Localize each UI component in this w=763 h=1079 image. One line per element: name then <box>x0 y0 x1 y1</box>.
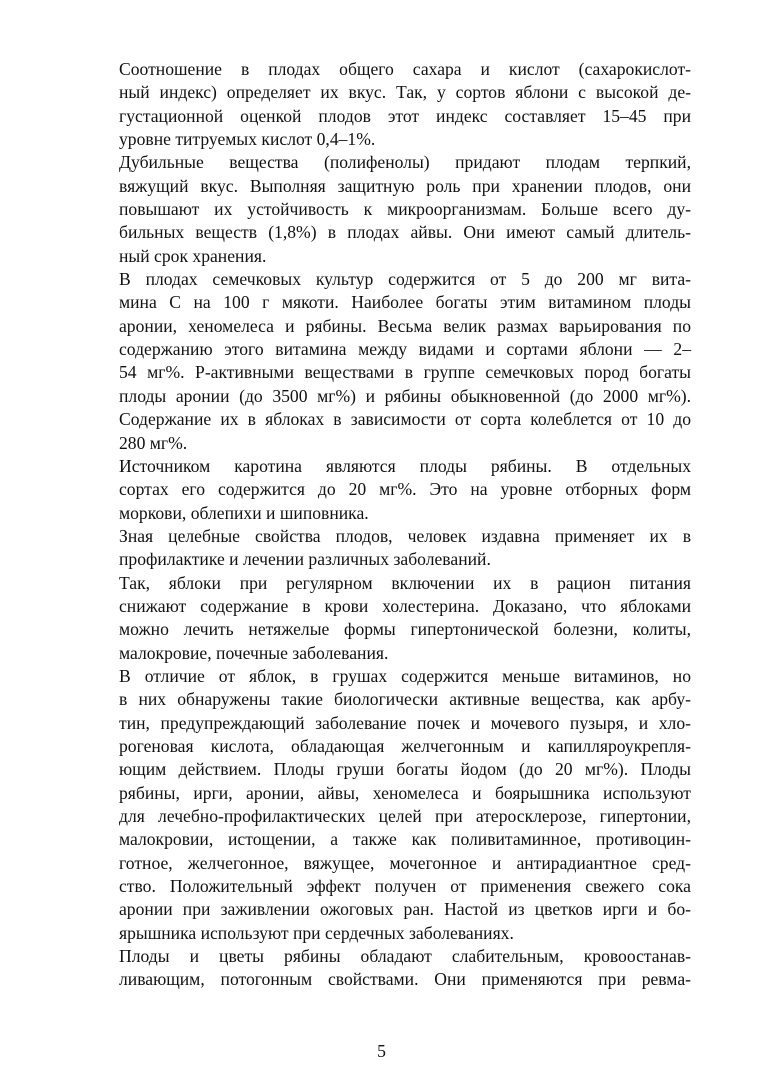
text-line: ющим действием. Плоды груши богаты йодом (до 20 мг%). Плоды <box>119 759 691 780</box>
page-body <box>74 58 691 992</box>
text-line: вяжущий вкус. Выполняя защитную роль при хранении плодов, они <box>119 175 691 196</box>
paragraph-tannins <box>74 151 691 268</box>
paragraph-carotene <box>74 455 691 525</box>
text-line: ярышника используют при сердечных заболеваниях. <box>119 922 514 943</box>
text-line: малокровии, истощении, а также как поливитаминное, противоцин- <box>119 829 691 850</box>
text-line: аронии, хеномелеса и рябины. Весьма велик размах варьирования по <box>119 315 691 336</box>
paragraph-apples <box>74 572 691 665</box>
text-line: Дубильные вещества (полифенолы) придают плодам терпкий, <box>119 152 691 173</box>
text-line: ство. Положительный эффект получен от применения свежего сока <box>119 876 691 897</box>
text-line: можно лечить нетяжелые формы гипертонической болезни, колиты, <box>119 619 691 640</box>
text-line: мина С на 100 г мякоти. Наиболее богаты этим витамином плоды <box>119 292 691 313</box>
text-line: рябины, ирги, аронии, айвы, хеномелеса и боярышника используют <box>119 782 691 803</box>
text-line: уровне титруемых кислот 0,4–1%. <box>119 129 376 150</box>
text-line: ливающим, потогонным свойствами. Они применяются при ревма- <box>119 969 691 990</box>
paragraph-vitamin-c <box>74 268 691 455</box>
text-line: для лечебно-профилактических целей при атеросклерозе, гипертонии, <box>119 806 691 826</box>
text-line: ный индекс) определяет их вкус. Так, у сортов яблони с высокой де- <box>119 82 691 103</box>
text-line: аронии при заживлении ожоговых ран. Настой из цветков ирги и бо- <box>119 899 691 920</box>
paragraph-sugar-acid-index <box>74 58 691 151</box>
text-line: ный срок хранения. <box>119 245 267 266</box>
text-line: Плоды и цветы рябины обладают слабительным, кровоостанав- <box>119 946 691 967</box>
text-line: В отличие от яблок, в грушах содержится меньше витаминов, но <box>119 665 691 686</box>
text-line: моркови, облепихи и шиповника. <box>119 502 369 523</box>
text-line: Содержание их в яблоках в зависимости от сорта колеблется от 10 до <box>119 409 691 430</box>
text-line: В плодах семечковых культур содержится от 5 до 200 мг вита- <box>119 269 691 290</box>
text-line: профилактике и лечении различных заболеваний. <box>119 549 491 570</box>
text-line: Источником каротина являются плоды рябины. В отдельных <box>119 455 691 476</box>
page-number: 5 <box>377 1041 386 1061</box>
text-line: густационной оценкой плодов этот индекс составляет 15–45 при <box>119 105 691 126</box>
text-line: в них обнаружены такие биологически активные вещества, как арбу- <box>119 689 691 710</box>
text-line: снижают содержание в крови холестерина. Доказано, что яблоками <box>119 595 691 616</box>
paragraph-pears-and-others <box>74 665 691 945</box>
text-line: плоды аронии (до 3500 мг%) и рябины обыкновенной (до 2000 мг%). <box>119 385 691 406</box>
text-line: бильных веществ (1,8%) в плодах айвы. Они имеют самый длитель- <box>119 222 691 243</box>
text-line: содержанию этого витамина между видами и сортами яблони — 2– <box>119 339 691 360</box>
text-line: 280 мг%. <box>119 432 188 453</box>
text-line: 54 мг%. Р-активными веществами в группе семечковых пород богаты <box>119 362 691 383</box>
text-line: тин, предупреждающий заболевание почек и мочевого пузыря, и хло- <box>119 712 691 733</box>
text-line: Соотношение в плодах общего сахара и кислот (сахарокислот- <box>119 59 691 79</box>
text-line: рогеновая кислота, обладающая желчегонным и капилляроукрепля- <box>119 735 691 756</box>
paragraph-healing-properties <box>74 525 691 572</box>
paragraph-rowan <box>74 945 691 992</box>
text-line: сортах его содержится до 20 мг%. Это на уровне отборных форм <box>119 479 691 500</box>
text-line: готное, желчегонное, вяжущее, мочегонное и антирадиантное сред- <box>119 852 691 873</box>
text-line: малокровие, почечные заболевания. <box>119 642 389 663</box>
text-line: Так, яблоки при регулярном включении их в рацион питания <box>119 572 691 593</box>
text-line: повышают их устойчивость к микроорганизмам. Больше всего ду- <box>119 199 691 220</box>
text-line: Зная целебные свойства плодов, человек издавна применяет их в <box>119 525 691 546</box>
